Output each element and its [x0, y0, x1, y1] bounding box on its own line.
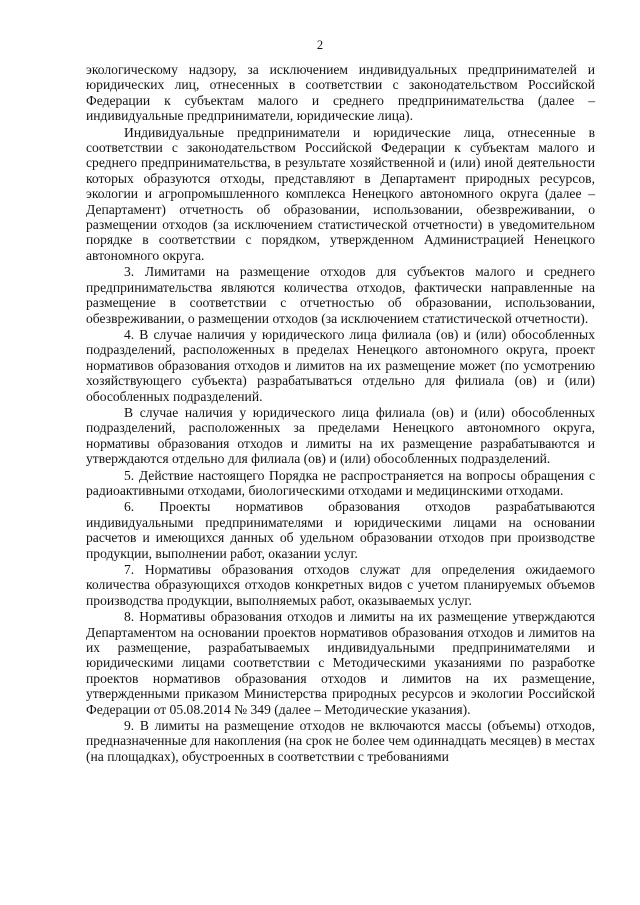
document-body — [86, 62, 595, 765]
paragraph-item-3: 3. Лимитами на размещение отходов для субъектов малого и среднего предпринимательства являются количества отходов, фактически направленные на размещение в соответствии с отчетностью об образовании, использовании, обезвреживании, о размещении отходов (за исключением статистической отчетности). — [86, 264, 595, 326]
paragraph-item-6: 6. Проекты нормативов образования отходов разрабатываются индивидуальными предпринимателями и юридическими лицами на основании расчетов и имеющихся данных об удельном образовании отходов при производстве продукции, выполнении работ, оказании услуг. — [86, 499, 595, 561]
page-number: 2 — [316, 38, 324, 52]
paragraph-item-9: 9. В лимиты на размещение отходов не включаются массы (объемы) отходов, предназначенные для накопления (на срок не более чем одиннадцать месяцев) в местах (на площадках), обустроенных в соответствии с требованиями — [86, 718, 595, 764]
paragraph-entrepreneurs-reporting: Индивидуальные предприниматели и юридические лица, отнесенные в соответствии с законодательством Российской Федерации к субъектам малого и среднего предпринимательства, в результате хозяйственной и (или) иной деятельности которых образуются отходы, представляют в Департамент природных ресурсов, экологии и агропромышленного комплекса Ненецкого автономного округа (далее – Департамент) отчетность об образовании, использовании, обезвреживании, о размещении отходов (за исключением статистической отчетности) в уведомительном порядке в соответствии с порядком, утвержденном Администрацией Ненецкого автономного округа. — [86, 124, 595, 263]
paragraph-item-4: 4. В случае наличия у юридического лица филиала (ов) и (или) обособленных подразделений, расположенных в пределах Ненецкого автономного округа, проект нормативов образования отходов и лимитов на их размещение может (по усмотрению хозяйствующего субъекта) разрабатываться отдельно для филиала (ов) и (или) обособленных подразделений. — [86, 326, 595, 404]
paragraph-item-5: 5. Действие настоящего Порядка не распространяется на вопросы обращения с радиоактивными отходами, биологическими отходами и медицинскими отходами. — [86, 467, 595, 498]
paragraph-item-8: 8. Нормативы образования отходов и лимиты на их размещение утверждаются Департаментом на основании проектов нормативов образования отходов и лимитов на их размещение, разрабатываемых индивидуальными предпринимателями и юридическими лицами соответствии с Методическими указаниями по разработке проектов нормативов образования отходов и лимитов на их размещение, утвержденными приказом Министерства природных ресурсов и экологии Российской Федерации от 05.08.2014 № 349 (далее – Методические указания). — [86, 609, 595, 717]
paragraph-item-7: 7. Нормативы образования отходов служат для определения ожидаемого количества образующихся отходов конкретных видов с учетом планируемых объемов производства продукции, выполняемых работ, оказываемых услуг. — [86, 562, 595, 608]
paragraph-continuation: экологическому надзору, за исключением индивидуальных предпринимателей и юридических лиц, отнесенных в соответствии с законодательством Российской Федерации к субъектам малого и среднего предпринимательства (далее – индивидуальные предприниматели, юридические лица). — [86, 62, 595, 124]
paragraph-item-4-branches-outside: В случае наличия у юридического лица филиала (ов) и (или) обособленных подразделений, расположенных за пределами Ненецкого автономного округа, нормативы образования отходов и лимиты на их размещение разрабатываются и утверждаются отдельно для филиала (ов) и (или) обособленных подразделений. — [86, 404, 595, 467]
